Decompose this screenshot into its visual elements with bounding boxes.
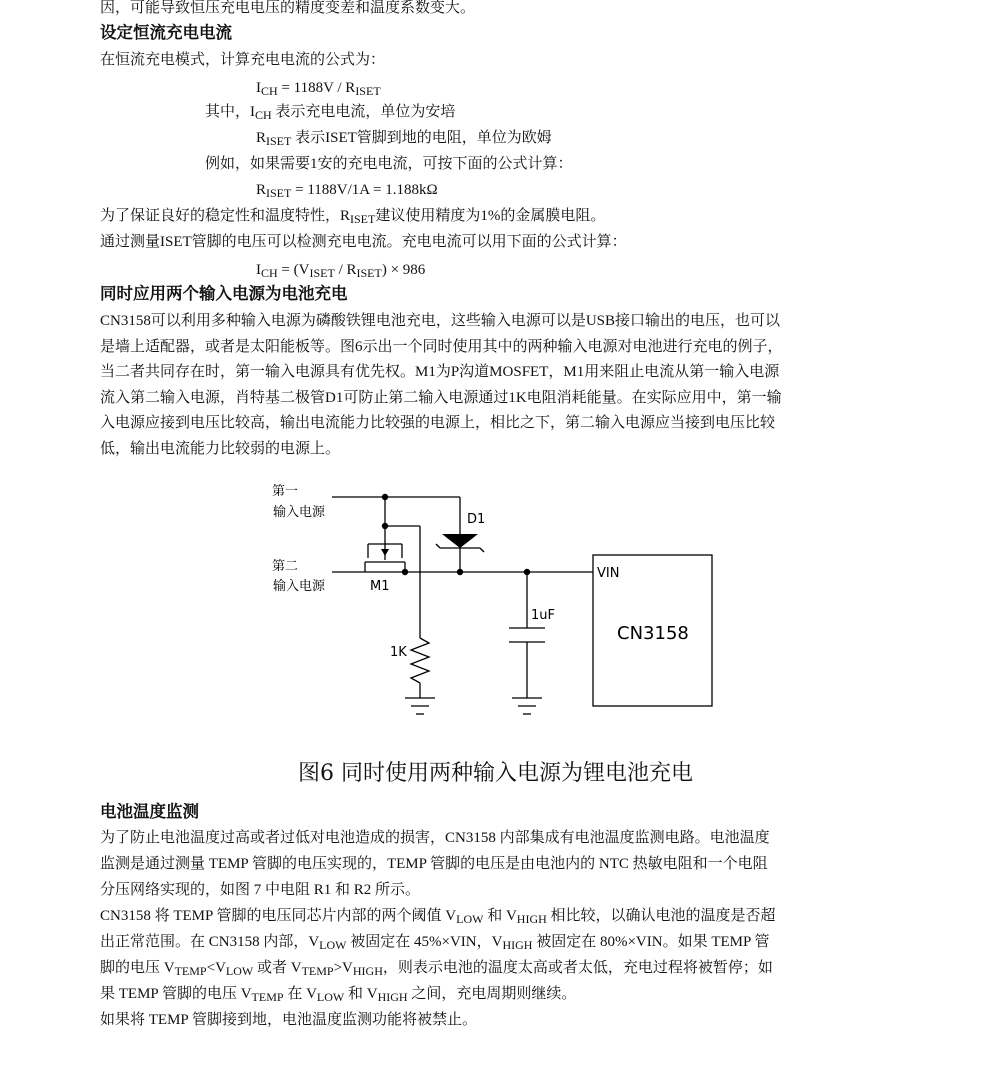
paragraph-line: 分压网络实现的，如图 7 中电阻 R1 和 R2 所示。	[100, 882, 421, 898]
formula-riset-example: $R_{ISET} = 1188V/1A = 1.188k\Omega$	[256, 182, 438, 200]
example-line: 例如，如果需要1安的充电电流，可按下面的公式计算：	[205, 156, 573, 172]
label-m1: M1	[370, 579, 390, 594]
paragraph-line: CN3158 将 TEMP 管脚的电压同芯片内部的两个阈值 $V_{LOW}$ 和 $V_{HIGH}$ 相比较，以确认电池的温度是否超	[100, 908, 776, 926]
paragraph-line: 脚的电压 $V_{TEMP}<V_{LOW}$ 或者 $V_{TEMP}>V_{HIGH}$，则表示电池的温度太高或者太低，充电过程将被暂停；如	[100, 960, 773, 978]
label-d1: D1	[467, 512, 486, 527]
paragraph-line: CN3158可以利用多种输入电源为磷酸铁锂电池充电，这些输入电源可以是USB接口输出的电压，也可以	[100, 313, 781, 329]
paragraph-line: 在恒流充电模式，计算充电电流的公式为：	[100, 52, 386, 68]
paragraph-line: 为了保证良好的稳定性和温度特性，$R_{ISET}$建议使用精度为1%的金属膜电阻。	[100, 208, 606, 226]
formula-ich: $I_{CH} = 1188V / R_{ISET}$	[256, 80, 381, 98]
paragraph-line: 流入第二输入电源，肖特基二极管D1可防止第二输入电源通过1K电阻消耗能量。在实际应用中，第一输	[100, 390, 782, 406]
section-heading-temp: 电池温度监测	[100, 802, 199, 821]
label-second-input: 第二	[271, 559, 299, 574]
paragraph-line: 监测是通过测量 TEMP 管脚的电压实现的，TEMP 管脚的电压是由电池内的 NTC 热敏电阻和一个电阻	[100, 856, 768, 872]
paragraph-line: 当二者共同存在时，第一输入电源具有优先权。M1为P沟道MOSFET，M1用来阻止电流从第一输入电源	[100, 364, 780, 380]
paragraph-line: 低，输出电流能力比较弱的电源上。	[100, 441, 341, 457]
label-1k: 1K	[390, 645, 407, 660]
section-heading-iset: 设定恒流充电电流	[100, 23, 232, 42]
figure-caption: 图6 同时使用两种输入电源为锂电池充电	[298, 761, 693, 786]
label-first-input-2: 输入电源	[272, 505, 326, 520]
formula-ich-measure: $I_{CH} = (V_{ISET} / R_{ISET}) \times 986$	[256, 262, 426, 280]
label-first-input: 第一	[271, 484, 299, 499]
circuit-diagram	[255, 476, 725, 726]
paragraph-line: 果 TEMP 管脚的电压 $V_{TEMP}$ 在 $V_{LOW}$ 和 $V_{HIGH}$ 之间，充电周期则继续。	[100, 986, 577, 1004]
section-heading-dual-input: 同时应用两个输入电源为电池充电	[100, 284, 348, 303]
formula-where-riset: $R_{ISET}$ 表示ISET管脚到地的电阻，单位为欧姆	[256, 130, 552, 148]
label-chip: CN3158	[617, 623, 689, 644]
paragraph-line: 因，可能导致恒压充电电压的精度变差和温度系数变大。	[100, 0, 476, 16]
label-1uf: 1uF	[531, 608, 555, 623]
paragraph-line: 为了防止电池温度过高或者过低对电池造成的损害，CN3158 内部集成有电池温度监测电路。电池温度	[100, 830, 770, 846]
paragraph-line: 通过测量ISET管脚的电压可以检测充电电流。充电电流可以用下面的公式计算：	[100, 234, 627, 250]
label-second-input-2: 输入电源	[272, 579, 326, 594]
paragraph-line: 出正常范围。在 CN3158 内部，$V_{LOW}$ 被固定在 45%×VIN，$V_{HIGH}$ 被固定在 80%×VIN。如果 TEMP 管	[100, 934, 770, 952]
paragraph-line: 入电源应接到电压比较高，输出电流能力比较强的电源上，相比之下，第二输入电源应当接到电压比较	[100, 415, 776, 431]
paragraph-line: 是墙上适配器，或者是太阳能板等。图6示出一个同时使用其中的两种输入电源对电池进行充电的例子，	[100, 339, 783, 355]
formula-where-ich: 其中，$I_{CH}$ 表示充电电流，单位为安培	[205, 104, 456, 122]
paragraph-line: 如果将 TEMP 管脚接到地，电池温度监测功能将被禁止。	[100, 1012, 477, 1028]
label-vin: VIN	[597, 566, 620, 581]
